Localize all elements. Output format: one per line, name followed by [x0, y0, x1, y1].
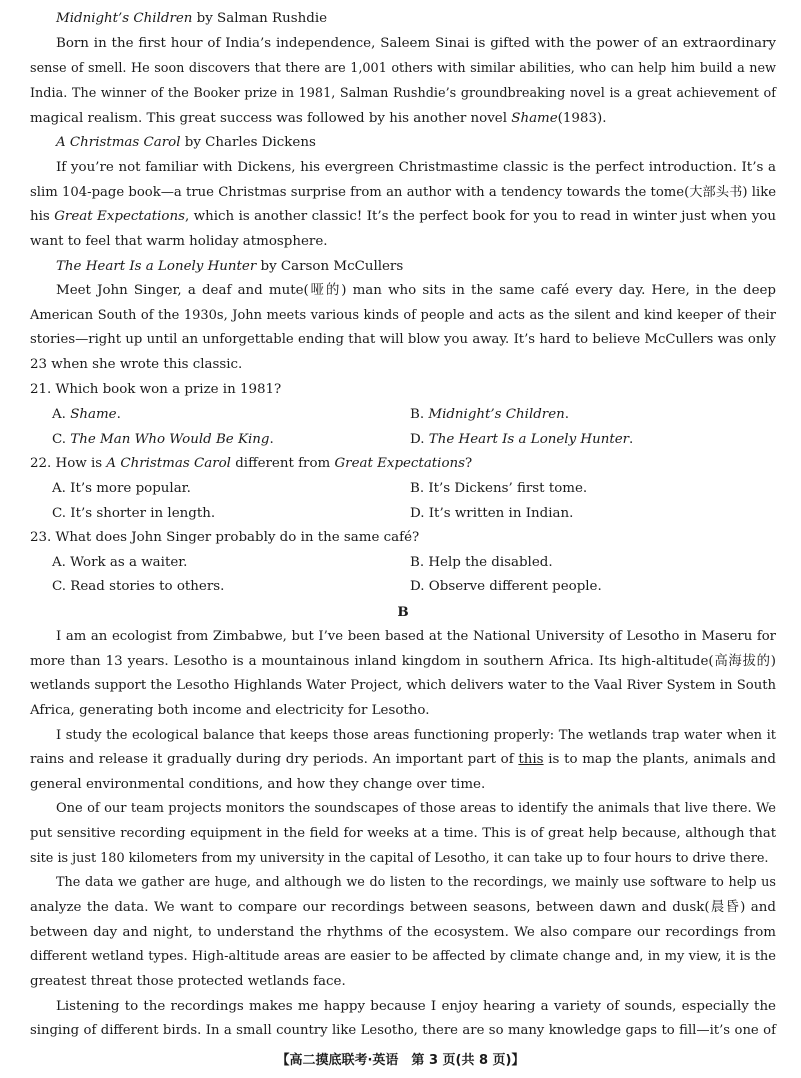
paragraph-line: site is just 180 kilometers from my university in the capital of Lesotho, it can take up to four hours to drive there.	[30, 851, 769, 866]
paragraph-line: wetlands support the Lesotho Highlands Water Project, which delivers water to the Vaal River System in South	[30, 678, 776, 693]
option-a: A. It’s more popular.	[52, 481, 191, 496]
option-text: Shame	[70, 407, 117, 422]
option-b: B. It’s Dickens’ first tome.	[410, 481, 588, 496]
paragraph-line: sense of smell. He soon discovers that there are 1,001 others with similar abilities, who can help him build a new	[30, 61, 776, 76]
text-span: magical realism. This great success was followed by his another novel	[30, 111, 512, 126]
paragraph-line: singing of different birds. In a small country like Lesotho, there are so many knowledge gaps to fill—it’s one of	[30, 1023, 776, 1038]
italic-title: A Christmas Carol	[106, 456, 231, 471]
paragraph-line: If you’re not familiar with Dickens, his evergreen Christmastime classic is the perfect introduction. It’s a	[56, 160, 776, 175]
option-letter: C.	[52, 432, 71, 447]
paragraph-line: One of our team projects monitors the soundscapes of those areas to identify the animals that live there. We	[56, 801, 776, 816]
option-text: The Man Who Would Be King	[70, 432, 270, 447]
question-stem	[30, 455, 472, 473]
option-punct: .	[116, 407, 121, 422]
option-text: The Heart Is a Lonely Hunter	[428, 432, 630, 447]
text-span: rains and release it gradually during dry periods. An important part of	[30, 752, 519, 767]
section-heading: B	[397, 604, 409, 620]
paragraph-line: Meet John Singer, a deaf and mute(哑的) man who sits in the same café every day. Here, in the deep	[56, 283, 776, 298]
text-span: different from	[230, 456, 335, 471]
paragraph-line	[30, 751, 776, 769]
option-letter: B.	[410, 407, 429, 422]
text-span: ?	[465, 456, 473, 471]
paragraph-line: general environmental conditions, and how they change over time.	[30, 777, 486, 792]
page-footer: 【高二摸底联考·英语 第 3 页(共 8 页)】	[276, 1053, 525, 1068]
option-letter: D.	[410, 432, 429, 447]
paragraph-line: different wetland types. High-altitude areas are easier to be affected by climate change and, in my view, it is the	[30, 949, 776, 964]
underlined-word: this	[518, 752, 544, 767]
book-author: by Charles Dickens	[180, 135, 316, 150]
book-title: Midnight’s Children	[56, 11, 193, 26]
paragraph-line: American South of the 1930s, John meets various kinds of people and acts as the silent and kind keeper of their	[30, 308, 776, 323]
book-title-line	[56, 10, 327, 28]
book-title: The Heart Is a Lonely Hunter	[56, 259, 257, 274]
paragraph-line: between day and night, to understand the rhythms of the ecosystem. We also compare our recordings from	[30, 925, 776, 940]
option-d: D. Observe different people.	[410, 579, 602, 594]
option-d	[410, 431, 633, 449]
option-punct: .	[269, 432, 274, 447]
question-stem: 21. Which book won a prize in 1981?	[30, 382, 282, 397]
paragraph-line: Listening to the recordings makes me happy because I enjoy hearing a variety of sounds, especially the	[56, 999, 776, 1014]
book-title: A Christmas Carol	[56, 135, 181, 150]
option-d: D. It’s written in Indian.	[410, 506, 574, 521]
paragraph-line: India. The winner of the Booker prize in 1981, Salman Rushdie’s groundbreaking novel is a great achievement of	[30, 86, 776, 101]
paragraph-line: 23 when she wrote this classic.	[30, 357, 243, 372]
italic-title: Great Expectations	[334, 456, 466, 471]
paragraph-line: I study the ecological balance that keeps those areas functioning properly: The wetlands trap water when it	[56, 728, 776, 743]
paragraph-line: analyze the data. We want to compare our recordings between seasons, between dawn and dusk(晨昏) and	[30, 900, 776, 915]
paragraph-line: I am an ecologist from Zimbabwe, but I’ve been based at the National University of Lesotho in Maseru for	[56, 629, 776, 644]
paragraph-line: Born in the first hour of India’s independence, Saleem Sinai is gifted with the power of an extraordinary	[56, 36, 776, 51]
option-a: A. Work as a waiter.	[52, 555, 188, 570]
paragraph-line: want to feel that warm holiday atmosphere.	[30, 234, 328, 249]
italic-title: Shame	[511, 111, 558, 126]
book-title-line	[56, 258, 403, 276]
option-b	[410, 406, 569, 424]
italic-title: Great Expectations	[54, 209, 185, 224]
paragraph-line: The data we gather are huge, and although we do listen to the recordings, we mainly use software to help us	[56, 875, 776, 890]
option-c	[52, 431, 274, 449]
text-span: (1983).	[557, 111, 607, 126]
text-span: , which is another classic! It’s the perfect book for you to read in winter just when you	[184, 209, 776, 224]
option-b: B. Help the disabled.	[410, 555, 553, 570]
paragraph-line: Africa, generating both income and electricity for Lesotho.	[30, 703, 430, 718]
paragraph-line: stories—right up until an unforgettable ending that will blow you away. It’s hard to believe McCullers was only	[30, 332, 776, 347]
paragraph-line: greatest threat those protected wetlands face.	[30, 974, 346, 989]
paragraph-line: put sensitive recording equipment in the field for weeks at a time. This is of great help because, although that	[30, 826, 776, 841]
paragraph-line: slim 104-page book—a true Christmas surprise from an author with a tendency towards the tome(大部头书) like	[30, 185, 776, 200]
option-letter: A.	[52, 407, 71, 422]
option-c: C. Read stories to others.	[52, 579, 225, 594]
book-title-line	[56, 134, 316, 152]
option-punct: .	[564, 407, 570, 422]
option-punct: .	[629, 432, 634, 447]
text-span: is to map the plants, animals and	[543, 752, 776, 767]
paragraph-line	[30, 208, 776, 226]
option-text: Midnight’s Children	[428, 407, 565, 422]
book-author: by Salman Rushdie	[192, 11, 328, 26]
paragraph-line	[30, 110, 606, 128]
option-c: C. It’s shorter in length.	[52, 506, 216, 521]
text-span: his	[30, 209, 55, 224]
text-span: 22. How is	[30, 456, 107, 471]
question-stem: 23. What does John Singer probably do in the same café?	[30, 530, 420, 545]
paragraph-line: more than 13 years. Lesotho is a mountainous inland kingdom in southern Africa. Its high-altitude(高海拔的)	[30, 654, 776, 669]
book-author: by Carson McCullers	[256, 259, 404, 274]
option-a	[52, 406, 121, 424]
